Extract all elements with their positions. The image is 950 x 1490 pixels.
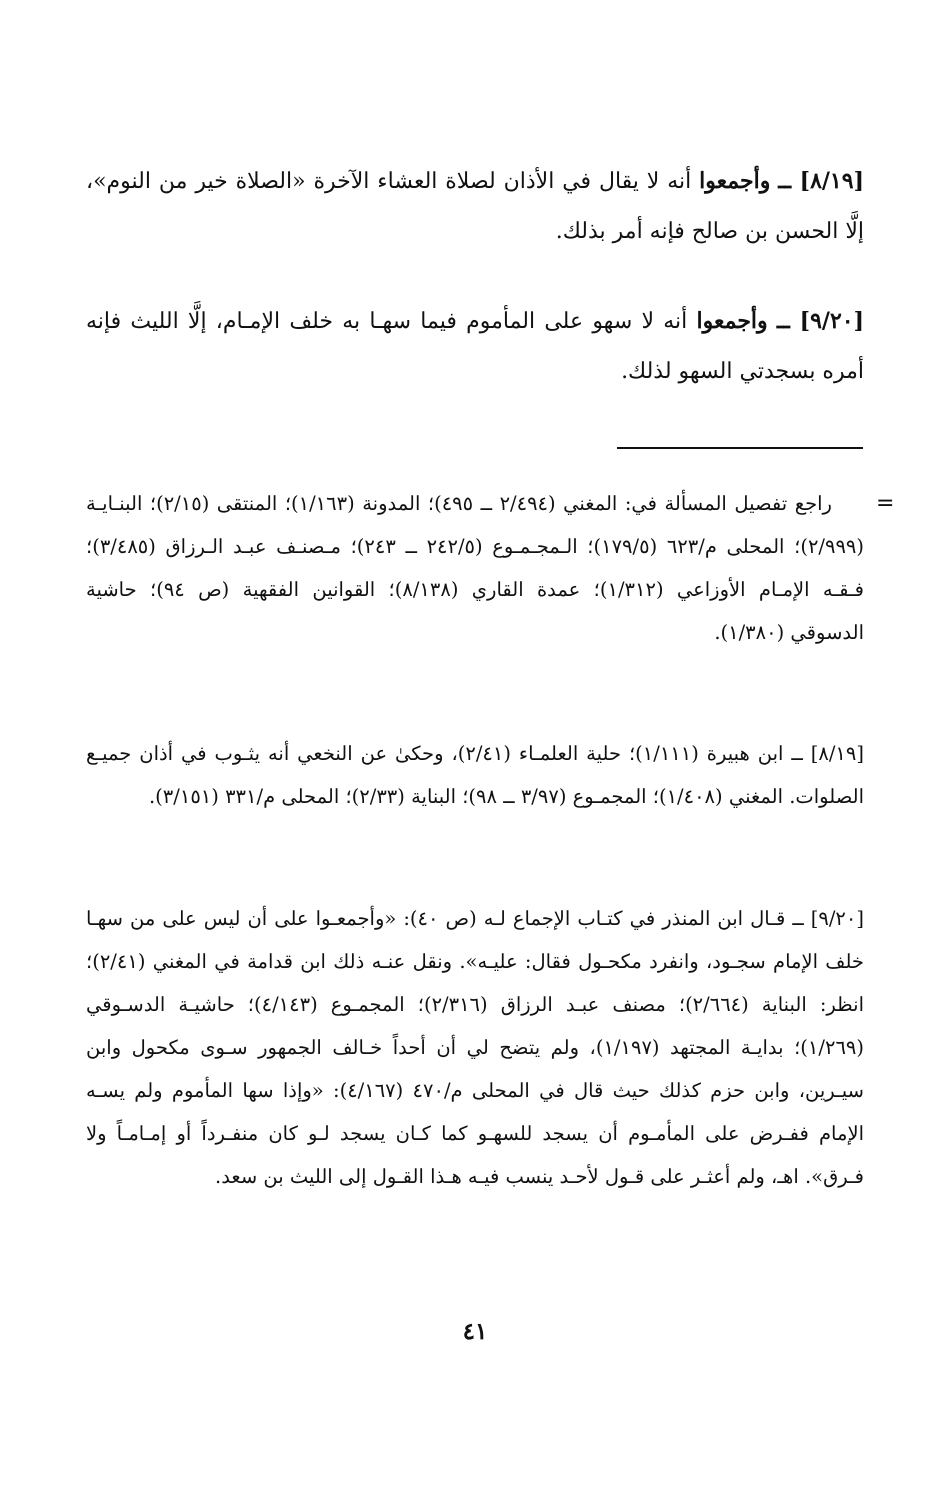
footnote-20 xyxy=(86,897,864,1198)
paragraph-reference: [٨/١٩] ــ xyxy=(778,168,864,194)
page-number: ٤١ xyxy=(462,1318,488,1345)
paragraph-text: أنه لا سهو على المأموم فيما سهـا به خلف الإمـام، إلَّا الليث فإنه أمره بسجدتي السهو لذلك. xyxy=(86,309,864,384)
ijma-paragraph-20 xyxy=(86,296,864,397)
footnote-19 xyxy=(86,732,864,818)
footnote-text: [٩/٢٠] ــ قـال ابن المنذر في كتـاب الإجماع لـه (ص ٤٠): «وأجمعـوا على أن ليس على من سهـا خلف الإمام سجـود، وانفرد مكحـول فقال: عليـه». ونقل عنـه ذلك ابن قدامة في المغني (٢/٤١)؛ انظر: البناية (٢/٦٦٤)؛ مصنف عبـد الرزاق (٢/٣١٦)؛ المجمـوع (٤/١٤٣)؛ حاشيـة الدسـوقي (١/٢٦٩)؛ بدايـة المجتهد (١/١٩٧)، ولم يتضح لي أن أحداً خـالف الجمهور سـوى مكحول وابن سيـرين، وابن حزم كذلك حيث قال في المحلى م/٤٧٠ (٤/١٦٧): «وإذا سها المأموم ولم يسـه الإمام ففـرض على المأمـوم أن يسجد للسهـو كما كـان يسجد لـو كان منفـرداً أو إمـامـاً ولا فـرق». اهـ، ولم أعثـر على قـول لأحـد ينسب فيـه هـذا القـول إلى الليث بن سعد. xyxy=(86,907,864,1188)
paragraph-reference: [٩/٢٠] ــ xyxy=(776,308,865,334)
footnote-continued xyxy=(86,482,864,654)
footnote-divider xyxy=(617,447,863,449)
footnote-text: راجع تفصيل المسألة في: المغني (٢/٤٩٤ ــ ٤٩٥)؛ المدونة (١/١٦٣)؛ المنتقى (٢/١٥)؛ البنـايـة (٢/٩٩٩)؛ المحلى م/٦٢٣ (١٧٩/٥)؛ الـمجـمـوع (٢٤٢/٥ ــ ٢٤٣)؛ مـصنـف عبـد الـرزاق (٣/٤٨٥)؛ فـقـه الإمـام الأوزاعي (١/٣١٢)؛ عمدة القاري (٨/١٣٨)؛ القوانين الفقهية (ص ٩٤)؛ حاشية الدسوقي (١/٣٨٠). xyxy=(86,492,865,644)
paragraph-lead-word: وأجمعوا xyxy=(699,168,771,194)
paragraph-lead-word: وأجمعوا xyxy=(696,308,768,334)
continuation-mark: = xyxy=(876,491,895,516)
ijma-paragraph-19 xyxy=(86,156,864,257)
footnote-text: [٨/١٩] ــ ابن هبيرة (١/١١١)؛ حلية العلمـاء (٢/٤١)، وحكىٰ عن النخعي أنه يثـوب في أذان جميـع الصلوات. المغني (١/٤٠٨)؛ المجمـوع (٣/٩٧ ــ ٩٨)؛ البناية (٢/٣٣)؛ المحلى م/٣٣١ (٣/١٥١). xyxy=(86,742,864,808)
paragraph-text: أنه لا يقال في الأذان لصلاة العشاء الآخرة «الصلاة خير من النوم»، إلَّا الحسن بن صالح فإنه أمر بذلك. xyxy=(86,169,864,244)
